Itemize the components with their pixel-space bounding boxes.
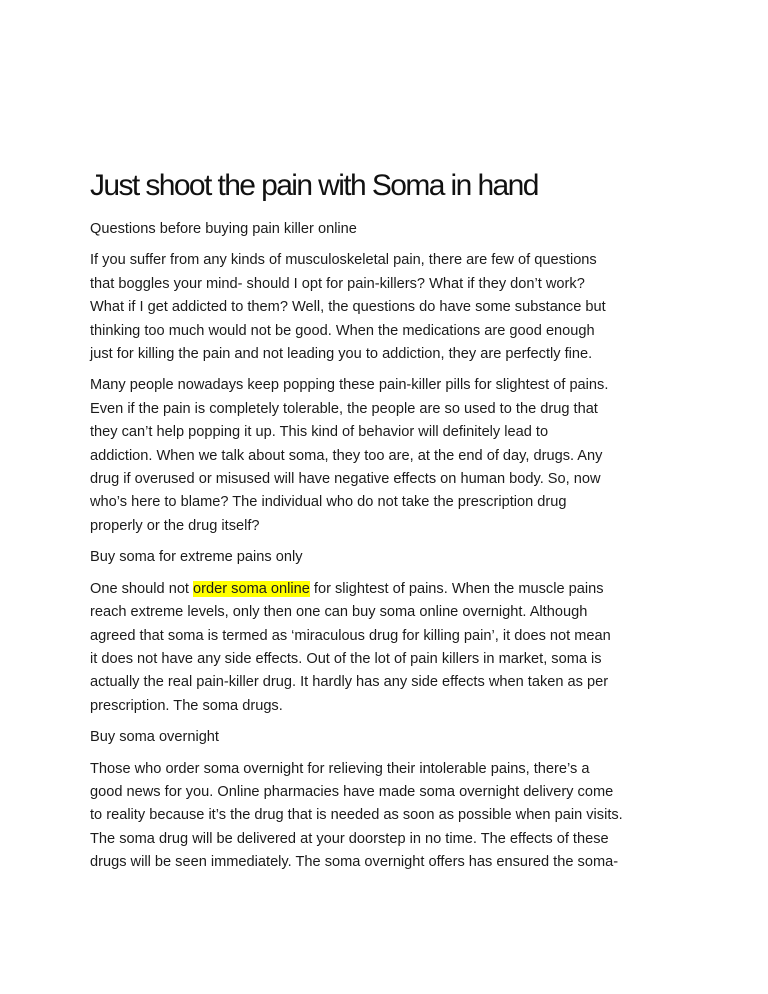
paragraph-line: If you suffer from any kinds of musculoskeletal pain, there are few of questions — [90, 252, 597, 269]
paragraph-3 — [90, 578, 682, 718]
subheading-questions: Questions before buying pain killer online — [90, 221, 357, 237]
paragraph-line: Those who order soma overnight for relieving their intolerable pains, there’s a — [90, 760, 590, 777]
paragraph-1 — [90, 249, 682, 366]
paragraph-line: that boggles your mind- should I opt for pain-killers? What if they don’t work? — [90, 275, 585, 292]
paragraph-line: Even if the pain is completely tolerable, the people are so used to the drug that — [90, 400, 598, 417]
paragraph-line: drugs will be seen immediately. The soma overnight offers has ensured the soma- — [90, 854, 619, 871]
paragraph-line: who’s here to blame? The individual who do not take the prescription drug — [90, 494, 567, 511]
paragraph-line: actually the real pain-killer drug. It hardly has any side effects when taken as per — [90, 674, 609, 691]
paragraph-line: just for killing the pain and not leading you to addiction, they are perfectly fine. — [90, 346, 593, 363]
text-run: One should not — [90, 580, 194, 597]
order-soma-online-link[interactable]: order soma online — [193, 580, 310, 597]
paragraph-line: The soma drug will be delivered at your doorstep in no time. The effects of these — [90, 830, 609, 847]
paragraph-line: they can’t help popping it up. This kind of behavior will definitely lead to — [90, 424, 549, 441]
paragraph-line: properly or the drug itself? — [90, 517, 260, 534]
paragraph-line: Many people nowadays keep popping these pain-killer pills for slightest of pains. — [90, 377, 609, 394]
text-run: for slightest of pains. When the muscle pains — [309, 580, 604, 597]
paragraph-line: reach extreme levels, only then one can buy soma online overnight. Although — [90, 604, 588, 621]
paragraph-line: it does not have any side effects. Out of the lot of pain killers in market, soma is — [90, 650, 602, 667]
paragraph-line: agreed that soma is termed as ‘miraculous drug for killing pain’, it does not mean — [90, 627, 611, 644]
paragraph-2 — [90, 374, 682, 538]
document-content — [90, 166, 682, 883]
paragraph-line: thinking too much would not be good. When the medications are good enough — [90, 322, 595, 339]
paragraph-line: to reality because it’s the drug that is needed as soon as possible when pain visits. — [90, 807, 623, 824]
subheading-overnight: Buy soma overnight — [90, 729, 219, 746]
paragraph-4 — [90, 758, 682, 875]
subheading-extreme-pains: Buy soma for extreme pains only — [90, 549, 303, 566]
document-title: Just shoot the pain with Soma in hand — [90, 169, 538, 202]
paragraph-line: What if I get addicted to them? Well, the questions do have some substance but — [90, 299, 606, 316]
paragraph-line — [90, 578, 682, 601]
paragraph-line: good news for you. Online pharmacies have made soma overnight delivery come — [90, 783, 614, 800]
paragraph-line: prescription. The soma drugs. — [90, 697, 283, 714]
paragraph-line: drug if overused or misused will have negative effects on human body. So, now — [90, 471, 601, 488]
paragraph-line: addiction. When we talk about soma, they too are, at the end of day, drugs. Any — [90, 447, 603, 464]
